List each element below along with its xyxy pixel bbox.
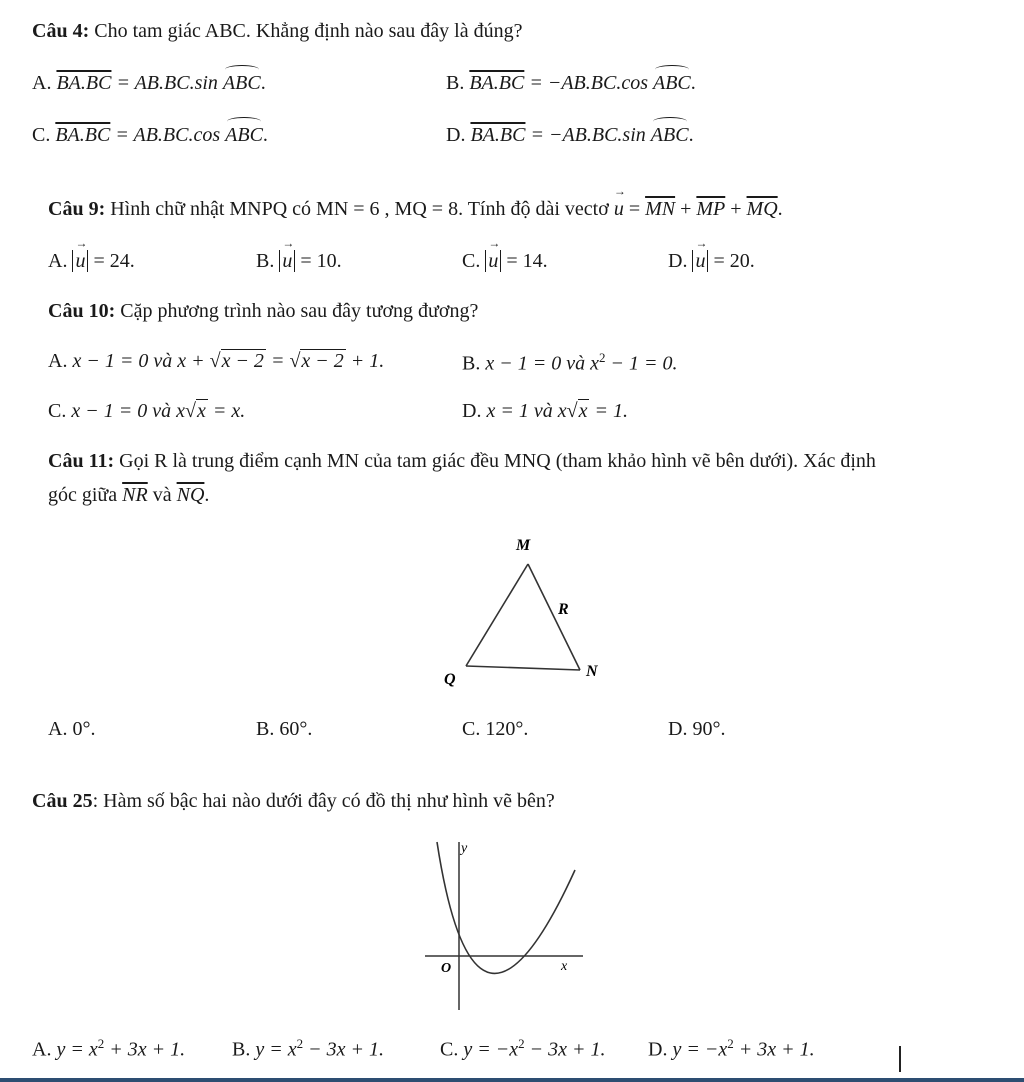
period: . [690, 72, 696, 94]
q9-option-b[interactable] [256, 250, 342, 273]
q10-option-d[interactable]: D. x = 1 và x√x = 1. [462, 400, 628, 422]
q25-option-a[interactable] [32, 1036, 185, 1062]
q9-stem [48, 198, 783, 221]
option-value: = 24. [88, 250, 135, 272]
q9-option-c[interactable] [462, 250, 548, 273]
q10-text: Cặp phương trình nào sau đây tương đương? [120, 300, 479, 322]
radicand: x [578, 400, 588, 422]
option-letter: D. [446, 124, 466, 146]
q4-option-c[interactable] [32, 124, 268, 147]
expression: − 3x + 1. [303, 1038, 384, 1061]
expression: = −AB.BC.sin [525, 124, 651, 146]
option-letter: C. [462, 718, 481, 740]
triangle-figure [430, 530, 620, 700]
q25-stem [32, 790, 555, 813]
expression: = −AB.BC.cos [524, 72, 653, 94]
plus: + [675, 198, 697, 220]
bottom-border [0, 1078, 1024, 1082]
option-value: = 10. [295, 250, 342, 272]
vector-u: → u [614, 198, 624, 221]
option-letter: C. [48, 400, 67, 422]
vector-product: BA.BC [469, 72, 525, 94]
exponent: 2 [97, 1036, 105, 1051]
q25-option-b[interactable] [232, 1036, 384, 1062]
expression: − 1 = 0. [605, 352, 678, 375]
vector-mp: $\overline{MP}$ [696, 198, 726, 220]
q11-label: Câu 11: [48, 450, 115, 472]
period: . [262, 124, 268, 146]
expression: y = −x [672, 1038, 728, 1061]
angle: ABC [225, 124, 263, 146]
equals: = [623, 198, 646, 220]
q11-text: góc giữa [48, 484, 123, 506]
q4-label: Câu 4: [32, 20, 90, 42]
option-letter: B. [232, 1038, 251, 1061]
parabola-figure [415, 830, 605, 1020]
option-value: 60°. [279, 718, 313, 740]
option-letter: C. [462, 250, 481, 272]
q11-stem-line1 [48, 450, 876, 473]
vector-product: BA.BC [56, 72, 112, 94]
period: . [260, 72, 266, 94]
vector-mn: $\overline{MN}$ [645, 198, 676, 220]
q4-option-b[interactable] [446, 72, 696, 95]
y-axis-label: y [461, 841, 468, 856]
q10-option-b[interactable] [462, 350, 677, 376]
vertex-label-r: R [558, 601, 569, 618]
option-letter: B. [256, 250, 275, 272]
q10-option-a[interactable]: A. x − 1 = 0 và x + √x − 2 = √x − 2 + 1. [48, 350, 385, 372]
x-axis-label: x [561, 959, 568, 974]
expression: y = x [255, 1038, 297, 1061]
exponent: 2 [598, 350, 606, 365]
option-letter: D. [668, 250, 688, 272]
option-letter: A. [32, 1038, 52, 1061]
expression: + 1. [345, 350, 385, 372]
q9-label: Câu 9: [48, 198, 106, 220]
option-letter: D. [668, 718, 688, 740]
vector-u: → u [695, 250, 705, 273]
option-letter: D. [648, 1038, 668, 1061]
edge-qn [466, 666, 580, 670]
edge-mq [466, 564, 528, 666]
radicand: x [196, 400, 206, 422]
option-letter: A. [32, 72, 52, 94]
plus: + [725, 198, 747, 220]
q4-stem [32, 20, 523, 43]
expression: x − 1 = 0 và x [485, 352, 599, 375]
period: . [204, 484, 210, 506]
option-letter: A. [48, 250, 68, 272]
expression: = [265, 350, 290, 372]
expression: = AB.BC.cos [110, 124, 226, 146]
text-cursor [899, 1046, 901, 1072]
expression: x − 1 = 0 và x [71, 400, 185, 422]
period: . [777, 198, 783, 220]
option-letter: D. [462, 400, 482, 422]
option-value: 120°. [485, 718, 529, 740]
q11-option-b[interactable] [256, 718, 312, 741]
q10-label: Câu 10: [48, 300, 116, 322]
vector-mq: $\overline{MQ}$ [746, 198, 778, 220]
q11-option-a[interactable] [48, 718, 95, 741]
q4-option-d[interactable] [446, 124, 694, 147]
exponent: 2 [518, 1036, 525, 1051]
q25-text: : Hàm số bậc hai nào dưới đây có đồ thị như hình vẽ bên? [92, 790, 555, 812]
radicand: x − 2 [221, 350, 264, 372]
vector-u: → u [282, 250, 292, 273]
vector-nr: $\overline{NR}$ [122, 484, 148, 506]
option-value: = 20. [708, 250, 755, 272]
parabola-curve [437, 842, 575, 973]
option-letter: B. [446, 72, 465, 94]
expression: y = −x [463, 1038, 519, 1061]
option-letter: B. [256, 718, 275, 740]
expression: = x. [207, 400, 246, 422]
expression: − 3x + 1. [524, 1038, 606, 1061]
q9-text: Hình chữ nhật MNPQ có MN = 6 , MQ = 8. Tính độ dài vectơ [110, 198, 614, 220]
vertex-label-n: N [586, 663, 598, 680]
vector-u: → u [488, 250, 498, 273]
expression: x = 1 và x [486, 400, 567, 422]
option-letter: A. [48, 350, 68, 372]
option-value: = 14. [501, 250, 548, 272]
option-letter: C. [32, 124, 51, 146]
q11-option-c[interactable] [462, 718, 528, 741]
radicand: x − 2 [301, 350, 344, 372]
vector-u: → u [75, 250, 85, 273]
q9-option-a[interactable] [48, 250, 135, 273]
expression: + 3x + 1. [733, 1038, 815, 1061]
angle: ABC [222, 72, 261, 94]
q4-option-a[interactable] [32, 72, 266, 95]
q10-option-c[interactable]: C. x − 1 = 0 và x√x = x. [48, 400, 246, 422]
edge-mn [528, 564, 580, 670]
q25-option-d[interactable] [648, 1036, 815, 1062]
vector-product: BA.BC [55, 124, 111, 146]
expression: = 1. [589, 400, 628, 422]
q9-option-d[interactable] [668, 250, 755, 273]
vector-nq: $\overline{NQ}$ [176, 484, 205, 506]
q11-stem-line2 [48, 484, 209, 507]
vertex-label-q: Q [444, 671, 456, 688]
angle: ABC [650, 124, 689, 146]
vector-product: BA.BC [470, 124, 526, 146]
exponent: 2 [727, 1036, 734, 1051]
q11-text: Gọi R là trung điểm cạnh MN của tam giác đều MNQ (tham khảo hình vẽ bên dưới). Xác định [119, 450, 876, 472]
expression: y = x [56, 1038, 98, 1061]
origin-label: O [441, 961, 452, 976]
angle: ABC [653, 72, 691, 94]
exponent: 2 [296, 1036, 304, 1051]
option-letter: B. [462, 352, 481, 375]
period: . [688, 124, 694, 146]
option-value: 90°. [692, 718, 726, 740]
q25-label: Câu 25 [32, 790, 93, 812]
q11-option-d[interactable] [668, 718, 725, 741]
option-letter: C. [440, 1038, 459, 1061]
option-letter: A. [48, 718, 68, 740]
expression: = AB.BC.sin [111, 72, 223, 94]
vertex-label-m: M [516, 537, 531, 554]
q25-option-c[interactable] [440, 1036, 605, 1062]
expression: x − 1 = 0 và x + [72, 350, 210, 372]
q10-stem [48, 300, 478, 323]
expression: + 3x + 1. [104, 1038, 186, 1061]
option-value: 0°. [72, 718, 96, 740]
q11-text: và [147, 484, 177, 506]
q4-text: Cho tam giác ABC. Khẳng định nào sau đây là đúng? [94, 20, 523, 42]
